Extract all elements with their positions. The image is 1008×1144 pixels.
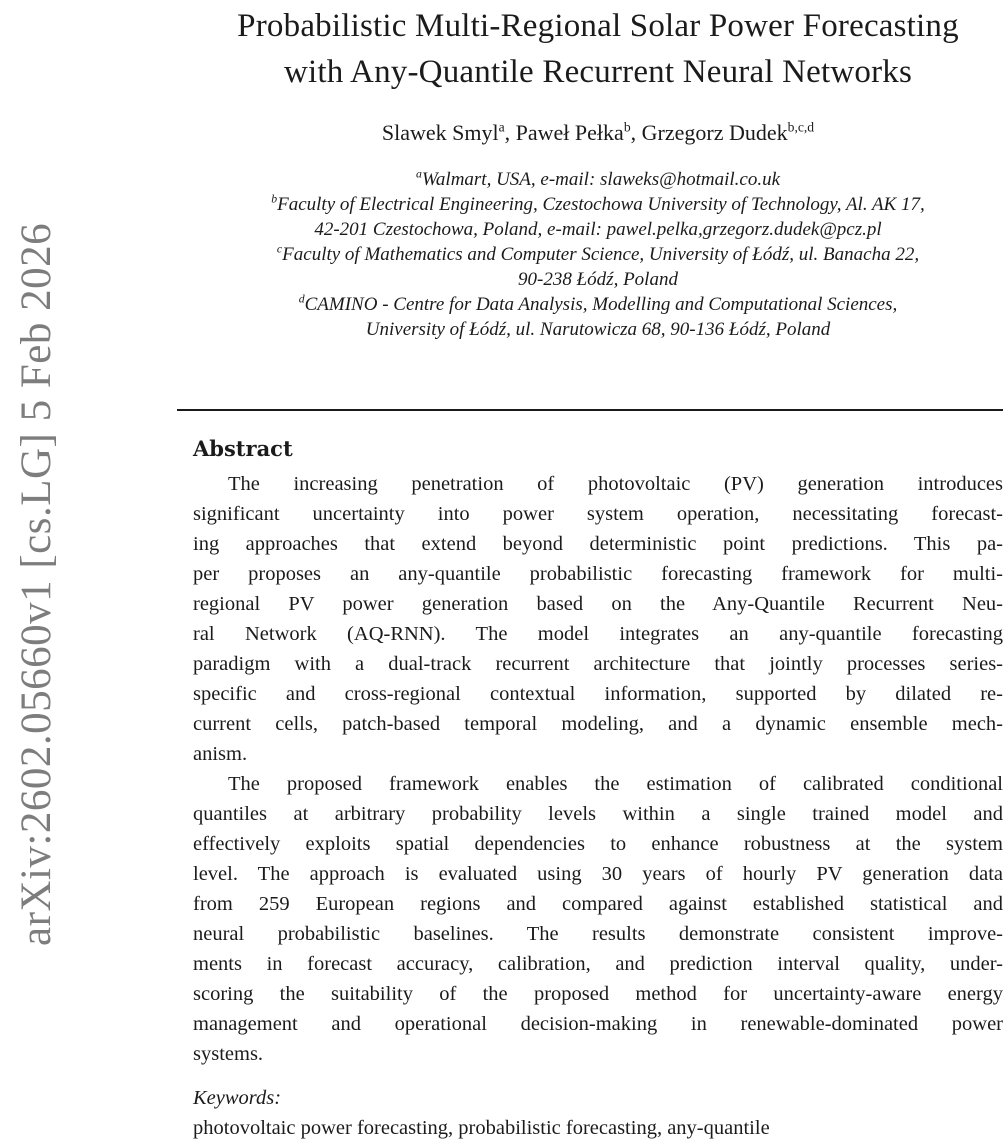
author-superscript: a	[498, 119, 505, 135]
abstract-line: anism.	[193, 743, 248, 765]
affiliations	[193, 167, 1003, 342]
affiliation-line: University of Łódź, ul. Narutowicza 68, 90-136 Łódź, Poland	[365, 319, 831, 340]
abstract-body	[193, 469, 1003, 1069]
abstract-line: effectively exploits spatial dependencies to enhance robustness at the system	[193, 833, 1003, 855]
arxiv-watermark: arXiv:2602.05660v1 [cs.LG] 5 Feb 2026	[13, 222, 60, 946]
affiliation-superscript: d	[298, 292, 305, 306]
affiliation-line: $^c$Faculty of Mathematics and Computer Science, University of Łódź, ul. Banacha 22,	[276, 242, 920, 265]
abstract-line: regional PV power generation based on the Any-Quantile Recurrent Neu-	[193, 593, 1003, 615]
abstract-line: The increasing penetration of photovoltaic (PV) generation introduces	[228, 473, 1003, 495]
author-name: Slawek Smyl	[381, 120, 499, 145]
divider-rule	[177, 409, 1003, 411]
abstract-line: current cells, patch-based temporal modeling, and a dynamic ensemble mech-	[193, 713, 1003, 735]
affiliation-line: $^a$Walmart, USA, e-mail: slaweks@hotmail.co.uk	[415, 167, 781, 190]
abstract-line: paradigm with a dual-track recurrent architecture that jointly processes series-	[193, 653, 1003, 675]
abstract-line: management and operational decision-making in renewable-dominated power	[193, 1013, 1003, 1035]
abstract-line: quantiles at arbitrary probability levels within a single trained model and	[193, 803, 1003, 825]
abstract-line: significant uncertainty into power system operation, necessitating forecast-	[193, 503, 1003, 525]
paper-title-line-1: Probabilistic Multi-Regional Solar Power Forecasting	[237, 8, 959, 44]
author-superscript: b,c,d	[787, 119, 815, 135]
abstract-line: per proposes an any-quantile probabilistic forecasting framework for multi-	[193, 563, 1003, 585]
abstract-line: systems.	[193, 1043, 264, 1065]
affiliation-line: 90-238 Łódź, Poland	[518, 269, 678, 290]
affiliation-superscript: c	[276, 242, 283, 256]
abstract-line: ing approaches that extend beyond deterministic point predictions. This pa-	[193, 533, 1003, 555]
abstract-line: neural probabilistic baselines. The results demonstrate consistent improve-	[193, 923, 1003, 945]
abstract-paragraph	[193, 769, 1003, 1069]
affiliation-line: $^d$CAMINO - Centre for Data Analysis, Modelling and Computational Sciences,	[298, 292, 898, 315]
paper-title	[193, 3, 1003, 95]
affiliation-superscript: b	[271, 192, 278, 206]
keywords-text: photovoltaic power forecasting, probabilistic forecasting, any-quantile	[193, 1117, 770, 1139]
affiliation-line: $^b$Faculty of Electrical Engineering, Czestochowa University of Technology, Al. AK 17,	[271, 192, 925, 215]
author-name: Paweł Pełka	[515, 120, 624, 145]
abstract-line: scoring the suitability of the proposed method for uncertainty-aware energy	[193, 983, 1003, 1005]
abstract-line: The proposed framework enables the estimation of calibrated conditional	[228, 773, 1003, 795]
abstract-line: level. The approach is evaluated using 30 years of hourly PV generation data	[193, 863, 1003, 885]
abstract-heading: Abstract	[193, 436, 293, 461]
abstract-line: from 259 European regions and compared against established statistical and	[193, 893, 1003, 915]
paper-title-line-2: with Any-Quantile Recurrent Neural Networks	[283, 54, 913, 90]
author-name: Grzegorz Dudek	[641, 120, 788, 145]
author-superscript: b	[623, 119, 631, 135]
affiliation-superscript: a	[415, 167, 422, 181]
paper-content	[193, 0, 1003, 1143]
abstract-line: specific and cross-regional contextual information, supported by dilated re-	[193, 683, 1003, 705]
affiliation-line: 42-201 Czestochowa, Poland, e-mail: pawel.pelka,grzegorz.dudek@pcz.pl	[314, 219, 882, 240]
author-line: Slawek Smyl$^a$, Paweł Pełka$^b$, Grzegorz Dudek$^{b,c,d}$	[381, 119, 815, 145]
abstract-paragraph	[193, 469, 1003, 769]
abstract-line: ments in forecast accuracy, calibration, and prediction interval quality, under-	[193, 953, 1003, 975]
abstract-line: ral Network (AQ-RNN). The model integrates an any-quantile forecasting	[193, 623, 1003, 645]
keywords-label: Keywords:	[193, 1087, 282, 1109]
